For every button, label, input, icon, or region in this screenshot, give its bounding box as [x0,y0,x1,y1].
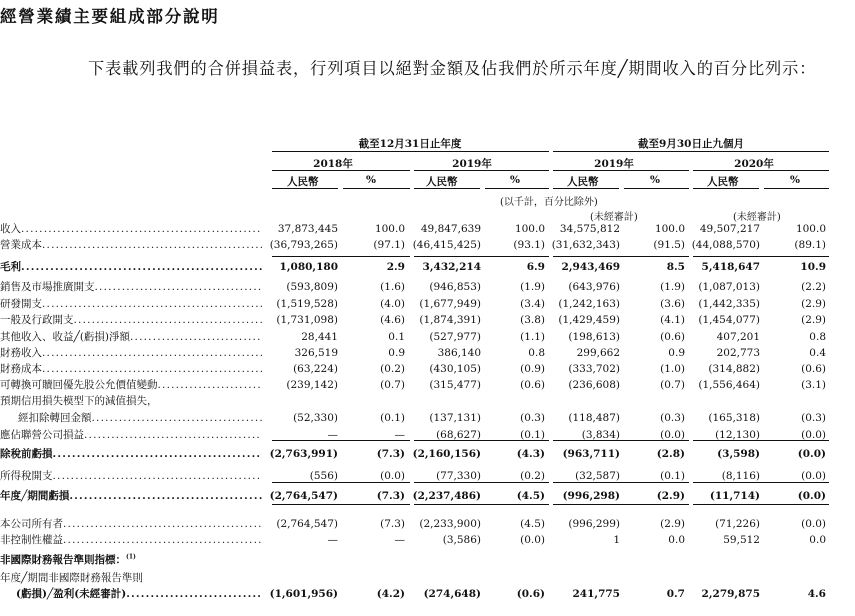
amount-cell: (315,477) [429,379,481,391]
percent-cell: (0.0) [801,518,826,530]
amount-cell: 2,943,469 [561,261,620,273]
percent-cell: 0.4 [809,347,826,359]
period-rule-1 [272,170,410,171]
table-row [0,517,855,532]
row-label: 營業成本 ..... [0,238,262,253]
percent-cell: (93.1) [513,239,545,251]
amount-cell: 49,507,217 [699,223,760,235]
amount-cell: (3,586) [442,534,481,546]
percent-cell: (0.6) [801,363,826,375]
percent-cell: (0.6) [516,588,545,600]
rule-before-net-loss-4 [693,482,829,483]
percent-cell: (0.3) [801,412,826,424]
percent-cell: (4.5) [520,518,545,530]
rule-before-gross-profit-4 [693,256,829,257]
amount-cell: (2,237,486) [412,490,481,502]
amount-cell: (430,105) [429,363,481,375]
row-label: 本公司所有者 ..... [0,517,262,532]
header-year-end: 截至12月31日止年度 [358,138,462,150]
rule-before-net-loss-1 [272,482,410,483]
percent-cell: (0.3) [520,412,545,424]
percent-cell: (3.6) [660,298,685,310]
table-row [0,447,855,462]
unaudited-note-2020: (未經審計) [733,212,781,223]
percent-cell: 0.9 [668,347,685,359]
table-row [0,571,855,586]
percent-cell: 0.8 [809,331,826,343]
period-header-2: 2019年 [452,158,492,170]
period-rule-4 [693,170,829,171]
row-label: 除稅前虧損 ..... [0,447,262,462]
amount-cell: 2,279,875 [701,588,760,600]
amount-cell: (1,242,163) [558,298,620,310]
percent-cell: (0.0) [380,470,405,482]
amount-cell: (31,632,343) [551,239,620,251]
section-title: 經營業績主要組成部分說明 [0,7,220,26]
percent-cell: (0.0) [660,429,685,441]
amount-cell: (118,487) [568,412,620,424]
percent-cell: 0.8 [528,347,545,359]
period-header-3: 2019年 [594,158,634,170]
percent-cell: (1.1) [520,331,545,343]
subheader-rule-2b [485,188,549,189]
amount-cell: (527,977) [429,331,481,343]
group-rule-left [272,151,549,152]
row-label: 其他收入、收益╱(虧損)淨額 ..... [0,330,262,345]
table-row [0,238,855,253]
amount-cell: (996,298) [562,490,620,502]
amount-cell: (1,442,335) [698,298,760,310]
table-row [0,222,855,237]
percent-cell: — [394,429,405,441]
subheader-rule-1a [272,188,338,189]
amount-cell: (996,299) [568,518,620,530]
amount-cell: 326,519 [294,347,338,359]
percent-cell: 100.0 [514,223,545,235]
table-row [0,346,855,361]
row-label: 收入 ..... [0,222,262,237]
percent-cell: (0.0) [520,534,545,546]
rmb-header-4: 人民幣 [707,176,739,188]
percent-cell: (0.1) [660,470,685,482]
rule-before-net-loss-2 [414,482,549,483]
pct-header-1: % [366,174,376,186]
row-label: 年度╱期間虧損 ..... [0,489,262,504]
percent-cell: (91.5) [653,239,685,251]
row-label: 非控制性權益 ..... [0,533,262,548]
amount-cell: 241,775 [572,588,620,600]
unaudited-note-2019: (未經審計) [590,212,638,223]
percent-cell: (4.6) [380,314,405,326]
row-label: 所得稅開支 ..... [0,469,262,484]
amount-cell: (77,330) [436,470,481,482]
amount-cell: (137,131) [429,412,481,424]
amount-cell: (556) [309,470,338,482]
amount-cell: (946,853) [429,281,481,293]
amount-cell: 202,773 [716,347,760,359]
row-label: 一般及行政開支 ..... [0,313,262,328]
nonifrs-heading [0,552,136,567]
table-row [0,362,855,377]
amount-cell: 28,441 [301,331,338,343]
amount-cell: (32,587) [575,470,620,482]
amount-cell: (1,556,464) [698,379,760,391]
percent-cell: (0.7) [380,379,405,391]
amount-cell: (643,976) [568,281,620,293]
percent-cell: 100.0 [795,223,826,235]
period-header-4: 2020年 [734,158,774,170]
amount-cell: (3,598) [717,448,760,460]
amount-cell: (11,714) [709,490,760,502]
amount-cell: (68,627) [436,429,481,441]
percent-cell: (89.1) [794,239,826,251]
percent-cell: (7.3) [376,448,405,460]
amount-cell: (3,834) [581,429,620,441]
amount-cell: (2,764,547) [269,490,338,502]
amount-cell: (165,318) [708,412,760,424]
row-label: 應佔聯營公司損益 ..... [0,428,262,443]
percent-cell: 100.0 [374,223,405,235]
amount-cell: (36,793,265) [269,239,338,251]
amount-cell: (2,233,900) [419,518,481,530]
rule-before-pretax-1 [272,440,410,441]
percent-cell: (2.9) [801,298,826,310]
nonifrs-footnote-ref: (1) [126,553,136,561]
percent-cell: (2.9) [656,490,685,502]
table-row [0,297,855,312]
amount-cell: — [327,534,338,546]
amount-cell: (1,601,956) [269,588,338,600]
rmb-header-3: 人民幣 [567,176,599,188]
percent-cell: 10.9 [800,261,826,273]
percent-cell: 2.9 [386,261,405,273]
percent-cell: (0.0) [801,470,826,482]
table-row [0,489,855,504]
percent-cell: (7.3) [376,490,405,502]
amount-cell: (593,809) [286,281,338,293]
percent-cell: (1.9) [660,281,685,293]
percent-cell: (2.9) [660,518,685,530]
amount-cell: (44,088,570) [691,239,760,251]
percent-cell: (2.8) [656,448,685,460]
percent-cell: (0.3) [660,412,685,424]
period-rule-3 [553,170,689,171]
percent-cell: — [394,534,405,546]
row-label: 財務成本 ..... [0,362,262,377]
amount-cell: 407,201 [716,331,760,343]
pct-header-3: % [650,174,660,186]
percent-cell: (1.0) [660,363,685,375]
row-label: (虧損)╱盈利(未經審計) ..... [16,587,262,602]
header-nine-months: 截至9月30日止九個月 [638,138,744,150]
percent-cell: (0.0) [801,429,826,441]
subheader-rule-4a [693,188,759,189]
table-row [0,260,855,275]
amount-cell: (2,764,547) [276,518,338,530]
amount-cell: (2,763,991) [269,448,338,460]
amount-cell: (46,415,425) [412,239,481,251]
row-label: 年度╱期間非國際財務報告準則 [0,572,143,584]
row-label: 經扣除轉回金額 ..... [18,411,262,426]
amount-cell: 5,418,647 [701,261,760,273]
period-rule-2 [414,170,549,171]
subheader-rule-4b [764,188,829,189]
percent-cell: 0.1 [388,331,405,343]
unit-note: (以千計，百分比除外) [500,197,598,208]
percent-cell: 8.5 [666,261,685,273]
amount-cell: 1,080,180 [279,261,338,273]
amount-cell: 49,847,639 [420,223,481,235]
percent-cell: (0.0) [797,448,826,460]
percent-cell: (0.1) [380,412,405,424]
table-row [0,587,855,602]
amount-cell: (239,142) [286,379,338,391]
rule-before-gross-profit-2 [414,256,549,257]
amount-cell: (236,608) [568,379,620,391]
amount-cell: (8,116) [721,470,760,482]
amount-cell: (2,160,156) [412,448,481,460]
amount-cell: (1,087,013) [698,281,760,293]
rmb-header-2: 人民幣 [426,176,458,188]
percent-cell: (0.7) [660,379,685,391]
subheader-rule-2a [414,188,480,189]
percent-cell: (4.0) [380,298,405,310]
rule-before-gross-profit-3 [553,256,689,257]
amount-cell: 1 [613,534,620,546]
percent-cell: (2.9) [801,314,826,326]
table-row [0,394,855,409]
percent-cell: 4.6 [807,588,826,600]
rmb-header-1: 人民幣 [287,176,319,188]
percent-cell: (97.1) [373,239,405,251]
percent-cell: (0.0) [797,490,826,502]
group-rule-right [553,151,829,152]
amount-cell: — [327,429,338,441]
subheader-rule-3a [553,188,619,189]
percent-cell: (0.2) [380,363,405,375]
table-row [0,280,855,295]
pct-header-4: % [790,174,800,186]
row-label: 毛利 ..... [0,260,262,275]
amount-cell: (52,330) [293,412,338,424]
amount-cell: (12,130) [715,429,760,441]
table-row [0,330,855,345]
amount-cell: 299,662 [576,347,620,359]
amount-cell: 34,575,812 [559,223,620,235]
period-header-1: 2018年 [313,158,353,170]
amount-cell: (1,874,391) [419,314,481,326]
row-label: 研發開支 ..... [0,297,262,312]
amount-cell: (198,613) [568,331,620,343]
percent-cell: (7.3) [380,518,405,530]
percent-cell: (0.1) [520,429,545,441]
percent-cell: (1.9) [520,281,545,293]
rule-before-pretax-4 [693,440,829,441]
rule-before-pretax-2 [414,440,549,441]
percent-cell: (4.2) [376,588,405,600]
percent-cell: (1.6) [380,281,405,293]
amount-cell: (274,648) [423,588,481,600]
amount-cell: (71,226) [715,518,760,530]
rule-after-net-loss-2 [414,504,549,505]
amount-cell: (314,882) [708,363,760,375]
row-label: 銷售及市場推廣開支 ..... [0,280,262,295]
table-row [0,411,855,426]
percent-cell: 0.9 [388,347,405,359]
percent-cell: (2.2) [801,281,826,293]
rule-before-pretax-3 [553,440,689,441]
amount-cell: (1,677,949) [419,298,481,310]
subheader-rule-1b [343,188,410,189]
amount-cell: (963,711) [562,448,620,460]
percent-cell: 6.9 [526,261,545,273]
subheader-rule-3b [624,188,689,189]
percent-cell: 0.0 [809,534,826,546]
amount-cell: (1,454,077) [698,314,760,326]
percent-cell: (0.9) [520,363,545,375]
amount-cell: (1,519,528) [276,298,338,310]
percent-cell: (4.3) [516,448,545,460]
rule-after-net-loss-1 [272,504,410,505]
intro-paragraph: 下表載列我們的合併損益表，行列項目以絕對金額及佔我們於所示年度╱期間收入的百分比列示： [88,59,817,78]
amount-cell: 37,873,445 [277,223,338,235]
percent-cell: (4.5) [516,490,545,502]
amount-cell: (333,702) [568,363,620,375]
pct-header-2: % [510,174,520,186]
percent-cell: (4.1) [660,314,685,326]
rule-before-gross-profit-1 [272,256,410,257]
percent-cell: (3.4) [520,298,545,310]
row-label: 可轉換可贖回優先股公允價值變動 ..... [0,378,262,393]
row-label: 預期信用損失模型下的減值損失， [0,395,158,407]
table-row [0,533,855,548]
percent-cell: (0.6) [520,379,545,391]
percent-cell: (3.8) [520,314,545,326]
nonifrs-heading-text: 非國際財務報告準則指標： [0,554,126,566]
rule-before-net-loss-3 [553,482,689,483]
row-label: 財務收入 ..... [0,346,262,361]
amount-cell: 386,140 [437,347,481,359]
percent-cell: 0.0 [668,534,685,546]
table-row [0,313,855,328]
amount-cell: 59,512 [723,534,760,546]
percent-cell: (0.6) [660,331,685,343]
percent-cell: (0.2) [520,470,545,482]
rule-after-net-loss-4 [693,504,829,505]
table-row [0,378,855,393]
amount-cell: (1,731,098) [276,314,338,326]
rule-after-net-loss-3 [553,504,689,505]
percent-cell: (3.1) [801,379,826,391]
percent-cell: 0.7 [666,588,685,600]
amount-cell: (63,224) [293,363,338,375]
amount-cell: 3,432,214 [422,261,481,273]
amount-cell: (1,429,459) [558,314,620,326]
percent-cell: 100.0 [654,223,685,235]
